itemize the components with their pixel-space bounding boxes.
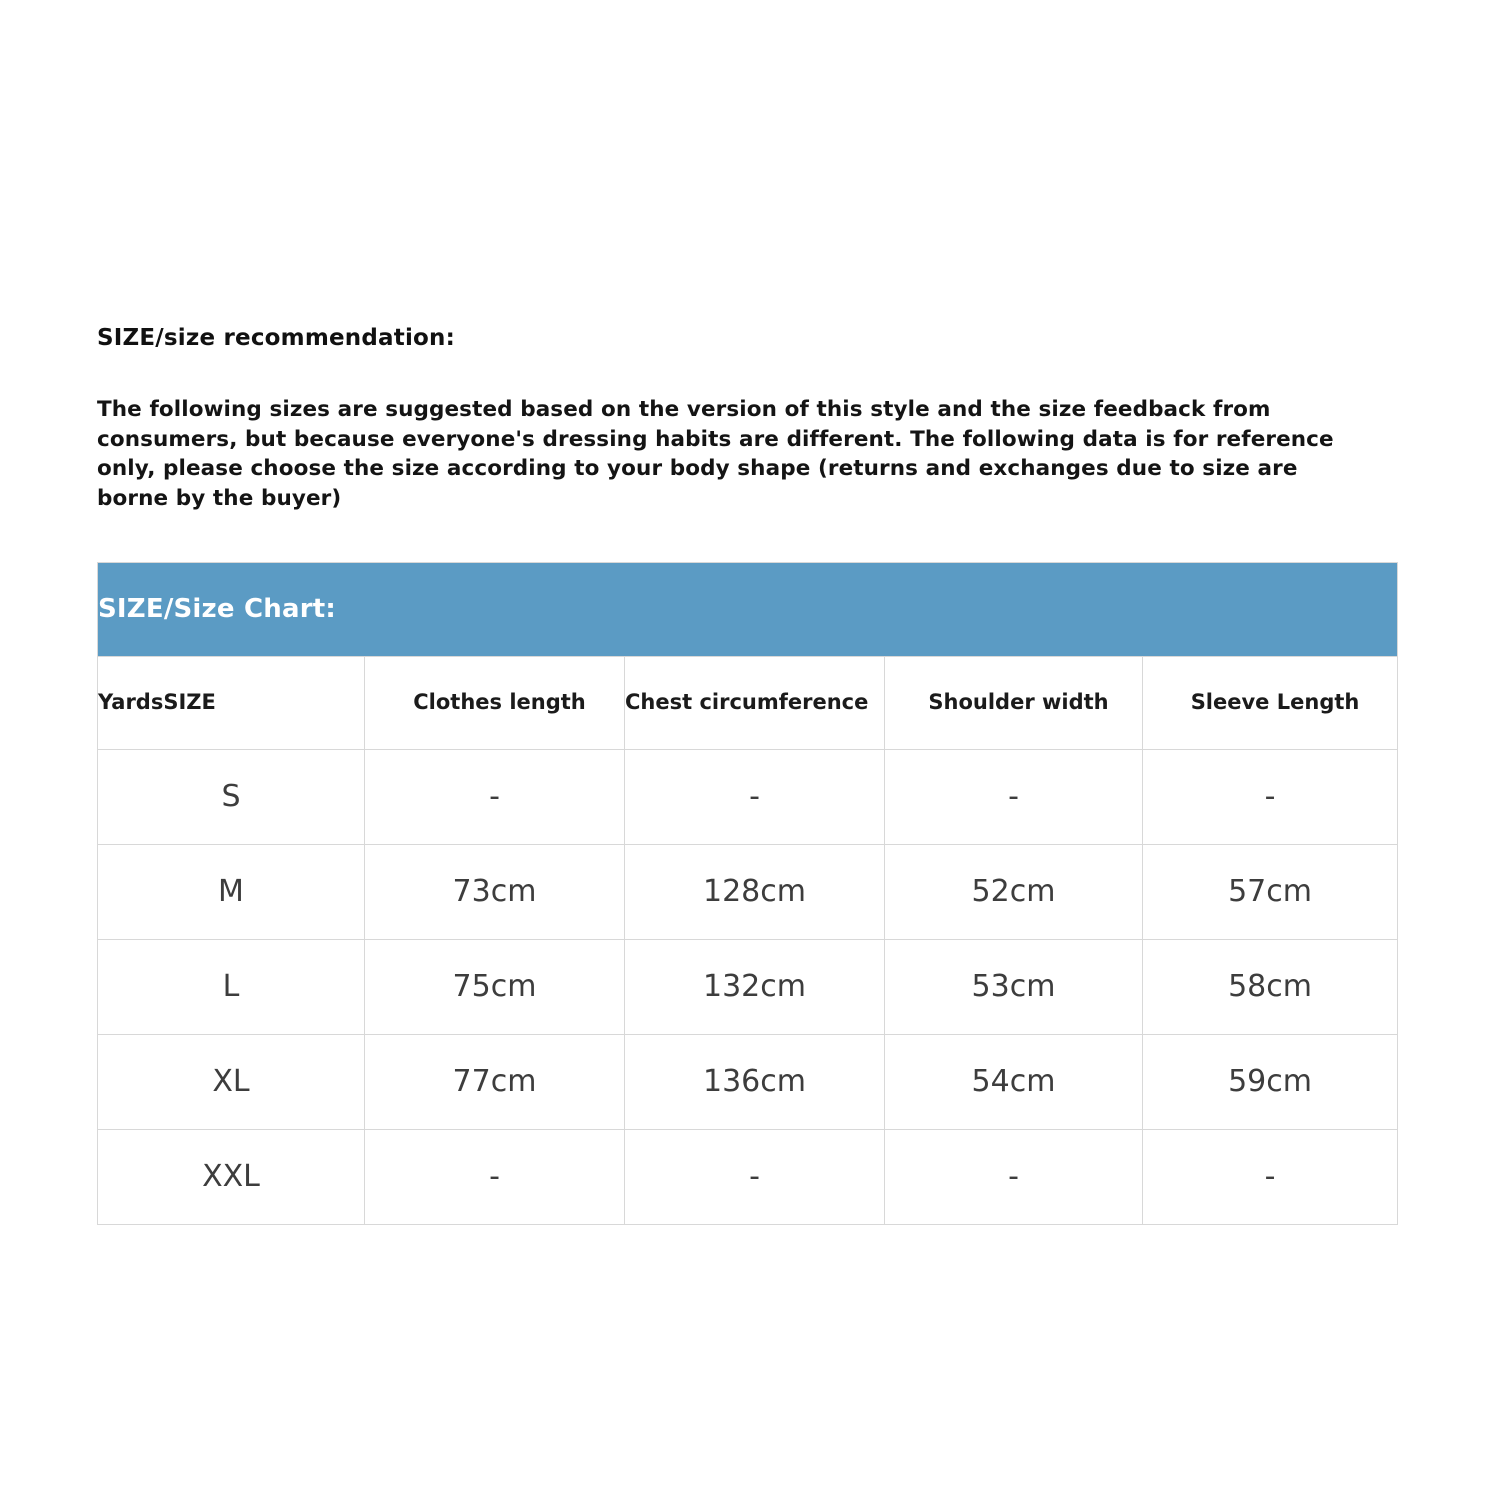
table-header-row: [98, 656, 1398, 749]
table-row: [98, 1034, 1398, 1129]
cell-size: M: [98, 844, 365, 939]
cell-chest-circumference: 132cm: [625, 939, 885, 1034]
cell-size: L: [98, 939, 365, 1034]
cell-shoulder-width: -: [885, 749, 1143, 844]
table-title-row: [98, 562, 1398, 656]
table-row: [98, 1129, 1398, 1224]
cell-sleeve-length: 58cm: [1143, 939, 1398, 1034]
cell-size: XXL: [98, 1129, 365, 1224]
intro-paragraph: The following sizes are suggested based on the version of this style and the size feedback from consumers, but because everyone's dressing habits are different. The following data is for reference only, please choose the size according to your body shape (returns and exchanges due to size are borne by the buyer): [97, 397, 1334, 511]
cell-sleeve-length: -: [1143, 749, 1398, 844]
cell-size: XL: [98, 1034, 365, 1129]
cell-size: S: [98, 749, 365, 844]
cell-clothes-length: 75cm: [365, 939, 625, 1034]
cell-chest-circumference: 128cm: [625, 844, 885, 939]
cell-shoulder-width: -: [885, 1129, 1143, 1224]
content-container: [97, 325, 1403, 1225]
cell-sleeve-length: -: [1143, 1129, 1398, 1224]
table-row: [98, 844, 1398, 939]
column-header-clothes-length: Clothes length: [365, 656, 625, 749]
cell-chest-circumference: -: [625, 749, 885, 844]
table-row: [98, 939, 1398, 1034]
table-title: SIZE/Size Chart:: [98, 562, 1398, 656]
column-header-sleeve-length: Sleeve Length: [1143, 656, 1398, 749]
cell-clothes-length: 77cm: [365, 1034, 625, 1129]
cell-clothes-length: 73cm: [365, 844, 625, 939]
cell-clothes-length: -: [365, 749, 625, 844]
size-chart-table: [97, 562, 1398, 1225]
cell-chest-circumference: -: [625, 1129, 885, 1224]
cell-shoulder-width: 53cm: [885, 939, 1143, 1034]
cell-sleeve-length: 59cm: [1143, 1034, 1398, 1129]
cell-chest-circumference: 136cm: [625, 1034, 885, 1129]
table-row: [98, 749, 1398, 844]
page-title: SIZE/size recommendation:: [97, 325, 455, 351]
cell-shoulder-width: 52cm: [885, 844, 1143, 939]
column-header-shoulder-width: Shoulder width: [885, 656, 1143, 749]
column-header-chest-circumference: Chest circumference: [625, 656, 885, 749]
cell-shoulder-width: 54cm: [885, 1034, 1143, 1129]
column-header-size: YardsSIZE: [98, 656, 365, 749]
cell-sleeve-length: 57cm: [1143, 844, 1398, 939]
cell-clothes-length: -: [365, 1129, 625, 1224]
